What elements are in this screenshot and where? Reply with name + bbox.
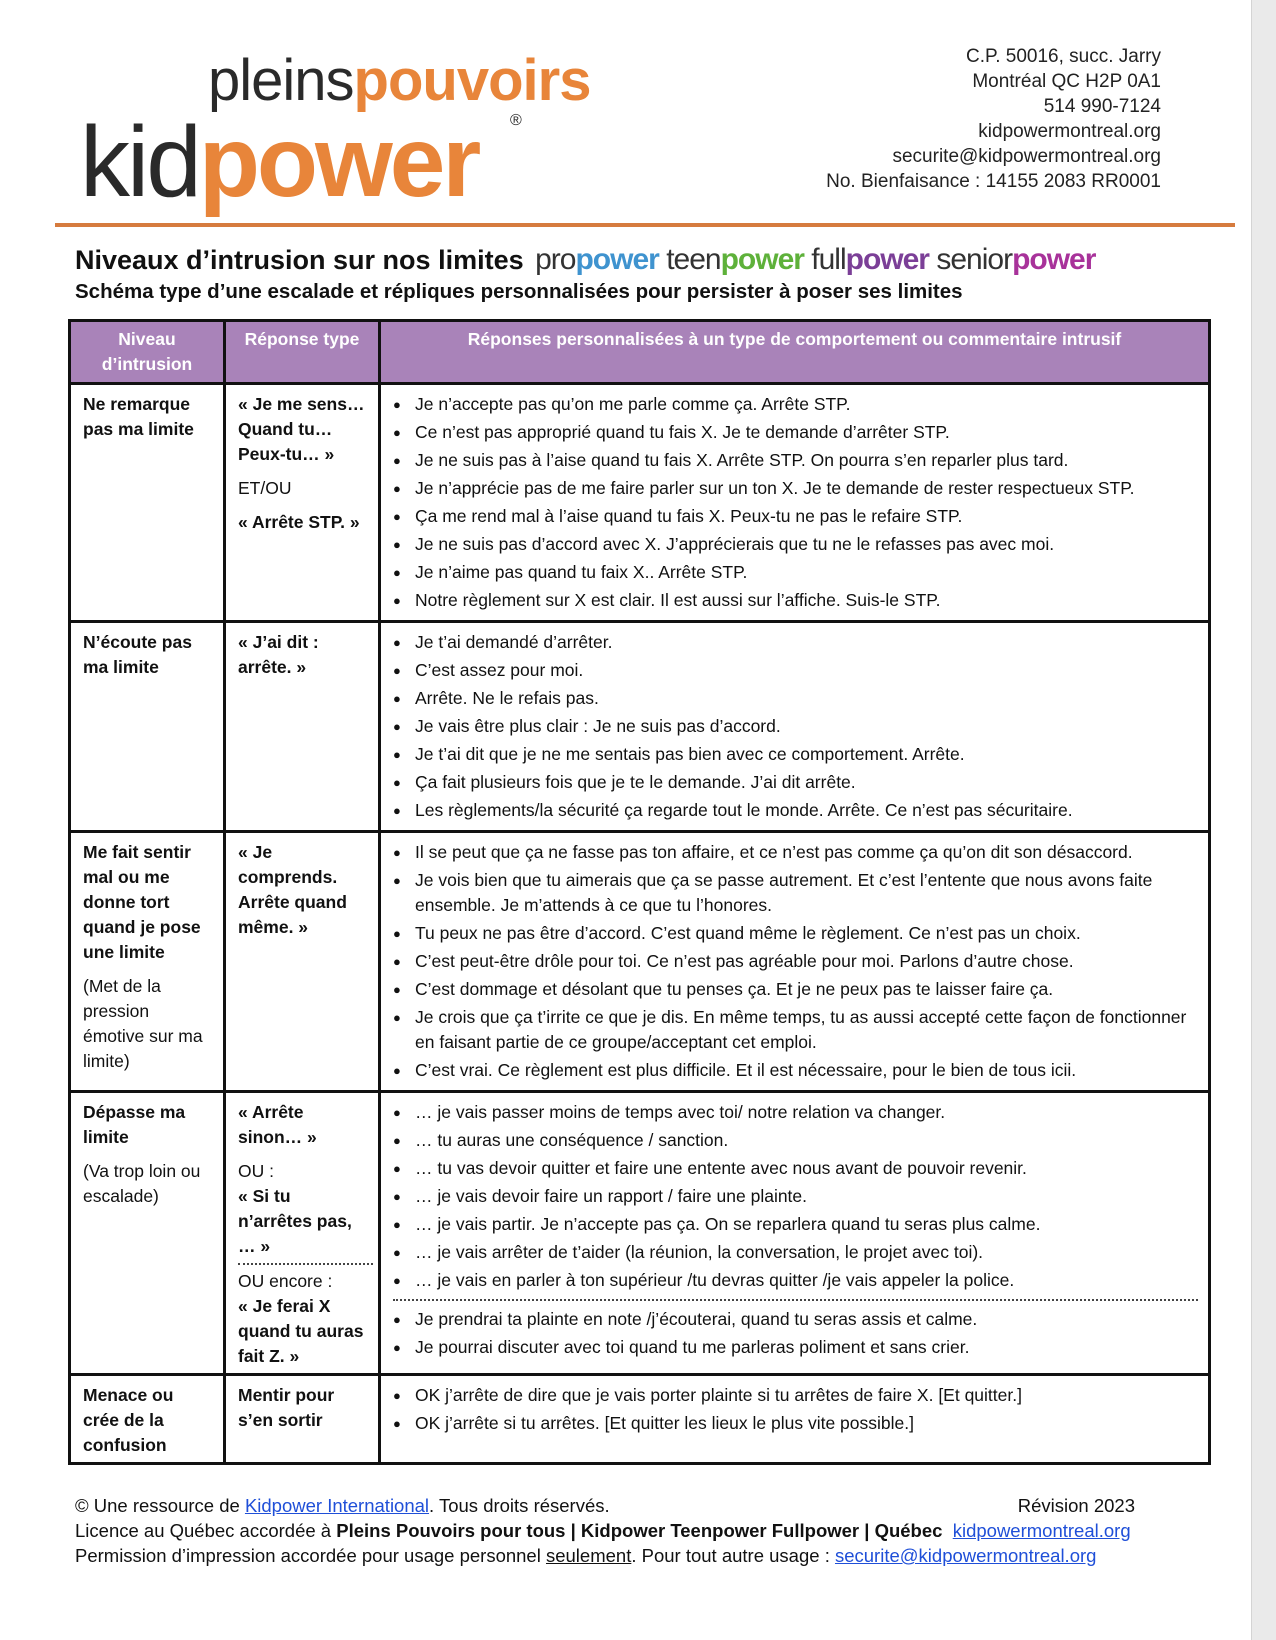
response-label: « Je me sens… Quand tu… Peux-tu… » xyxy=(238,394,365,464)
level-cell xyxy=(70,832,225,1092)
list-item: ● Je prendrai ta plainte en note /j’écouterai, quand tu seras assis et calme. xyxy=(393,1307,1198,1332)
footer-copyright xyxy=(75,1493,1135,1518)
response-label: « Je comprends. Arrête quand même. » xyxy=(238,842,347,937)
page-title xyxy=(75,243,1095,277)
level-cell xyxy=(70,384,225,622)
responses-cell xyxy=(380,832,1210,1092)
logo-kidpower xyxy=(80,106,479,218)
brand-teen: teen xyxy=(666,243,721,276)
list-item: ● Je vais être plus clair : Je ne suis pas d’accord. xyxy=(393,714,1198,739)
contact-phone: 514 990-7124 xyxy=(1043,96,1161,117)
level-label: Ne remarque pas ma limite xyxy=(83,394,194,439)
response-cell xyxy=(225,832,380,1092)
level-note: (Va trop loin ou escalade) xyxy=(83,1161,201,1206)
list-item: ● Je ne suis pas d’accord avec X. J’apprécierais que tu ne le refasses pas avec moi. xyxy=(393,532,1198,557)
list-item: ● OK j’arrête si tu arrêtes. [Et quitter les lieux le plus vite possible.] xyxy=(393,1411,1198,1436)
dotted-separator xyxy=(238,1263,373,1265)
response-connector: ET/OU xyxy=(238,478,292,498)
level-note: (Met de la pression émotive sur ma limite) xyxy=(83,976,203,1071)
table-row xyxy=(70,1375,1210,1464)
intrusion-levels-table xyxy=(68,319,1211,1465)
response-connector: OU encore : xyxy=(238,1271,333,1291)
list-item: ● … tu vas devoir quitter et faire une entente avec nous avant de pouvoir revenir. xyxy=(393,1156,1198,1181)
list-item: ● … je vais devoir faire un rapport / faire une plainte. xyxy=(393,1184,1198,1209)
list-item: ● … je vais partir. Je n’accepte pas ça. On se reparlera quand tu seras plus calme. xyxy=(393,1212,1198,1237)
list-item: ● C’est dommage et désolant que tu penses ça. Et je ne peux pas te laisser faire ça. xyxy=(393,977,1198,1002)
list-item: ● Je n’aime pas quand tu faix X.. Arrête STP. xyxy=(393,560,1198,585)
level-cell xyxy=(70,622,225,832)
logo-kid: kid xyxy=(80,106,199,218)
responses-cell xyxy=(380,384,1210,622)
table-row xyxy=(70,832,1210,1092)
list-item: ● … je vais en parler à ton supérieur /tu devras quitter /je vais appeler la police. xyxy=(393,1268,1198,1293)
footer-text: . Tous droits réservés. xyxy=(429,1495,610,1516)
list-item: ● Je n’apprécie pas de me faire parler sur un ton X. Je te demande de rester respectueux STP. xyxy=(393,476,1198,501)
footer-organization: Pleins Pouvoirs pour tous | Kidpower Teenpower Fullpower | Québec xyxy=(336,1520,943,1541)
footer-license xyxy=(75,1518,1135,1543)
list-item: ● Ça me rend mal à l’aise quand tu fais X. Peux-tu ne pas le refaire STP. xyxy=(393,504,1198,529)
response-label: « Si tu n’arrêtes pas, … » xyxy=(238,1186,352,1256)
list-item: ● Je pourrai discuter avec toi quand tu me parleras poliment et sans crier. xyxy=(393,1335,1198,1360)
contact-postal-box: C.P. 50016, succ. Jarry xyxy=(965,46,1161,67)
header-personalized-responses: Réponses personnalisées à un type de comportement ou commentaire intrusif xyxy=(380,321,1210,384)
brand-pro: pro xyxy=(535,243,576,276)
response-label: « J’ai dit : arrête. » xyxy=(238,632,319,677)
list-item: ● C’est assez pour moi. xyxy=(393,658,1198,683)
level-label: Menace ou crée de la confusion xyxy=(83,1385,174,1455)
brand-full: full xyxy=(811,243,846,276)
level-label: N’écoute pas ma limite xyxy=(83,632,192,677)
contact-charity-number: No. Bienfaisance : 14155 2083 RR0001 xyxy=(826,171,1161,192)
list-item: ● Je t’ai dit que je ne me sentais pas bien avec ce comportement. Arrête. xyxy=(393,742,1198,767)
logo-pleins-pouvoirs xyxy=(208,48,591,113)
footer-emphasis: seulement xyxy=(545,1545,632,1566)
header-divider xyxy=(55,223,1235,227)
response-label: Mentir pour s’en sortir xyxy=(238,1385,335,1430)
logo-pouvoirs: pouvoirs xyxy=(353,48,591,113)
contact-city: Montréal QC H2P 0A1 xyxy=(972,71,1161,92)
page-edge xyxy=(1251,0,1276,1640)
footer-text: Licence au Québec accordée à xyxy=(75,1520,337,1541)
dotted-separator xyxy=(393,1299,1198,1301)
security-email-link[interactable]: securite@kidpowermontreal.org xyxy=(834,1545,1097,1566)
contact-block xyxy=(826,44,1161,194)
response-cell xyxy=(225,622,380,832)
footer-text: . Pour tout autre usage : xyxy=(631,1545,835,1566)
list-item: ● Tu peux ne pas être d’accord. C’est quand même le règlement. Ce n’est pas un choix. xyxy=(393,921,1198,946)
logo-pleins: pleins xyxy=(208,48,354,113)
list-item: ● … je vais arrêter de t’aider (la réunion, la conversation, le projet avec toi). xyxy=(393,1240,1198,1265)
level-label: Dépasse ma limite xyxy=(83,1102,186,1147)
level-label: Me fait sentir mal ou me donne tort quand je pose une limite xyxy=(83,842,201,962)
list-item: ● Je ne suis pas à l’aise quand tu fais X. Arrête STP. On pourra s’en reparler plus tard. xyxy=(393,448,1198,473)
list-item: ● … tu auras une conséquence / sanction. xyxy=(393,1128,1198,1153)
page-title-text: Niveaux d’intrusion sur nos limites xyxy=(75,245,524,275)
kidpowermontreal-link[interactable]: kidpowermontreal.org xyxy=(952,1520,1131,1541)
responses-cell xyxy=(380,622,1210,832)
brand-full-power: power xyxy=(845,243,929,276)
footer-text: © Une ressource de xyxy=(75,1495,245,1516)
responses-cell xyxy=(380,1092,1210,1375)
table-row xyxy=(70,1092,1210,1375)
list-item: ● OK j’arrête de dire que je vais porter plainte si tu arrêtes de faire X. [Et quitter.] xyxy=(393,1383,1198,1408)
brand-senior: senior xyxy=(936,243,1013,276)
contact-email[interactable]: securite@kidpowermontreal.org xyxy=(892,146,1161,167)
response-label: « Arrête sinon… » xyxy=(238,1102,317,1147)
list-item: ● Ça fait plusieurs fois que je te le demande. J’ai dit arrête. xyxy=(393,770,1198,795)
brand-senior-power: power xyxy=(1012,243,1096,276)
list-item: ● Je vois bien que tu aimerais que ça se passe autrement. Et c’est l’entente que nous avons faite ensemble. Je m’attends à ce que tu l’honores. xyxy=(393,868,1198,918)
level-cell xyxy=(70,1375,225,1464)
table-row xyxy=(70,384,1210,622)
table-row xyxy=(70,622,1210,832)
logo-registered-mark: ® xyxy=(510,112,522,129)
list-item: ● Je n’accepte pas qu’on me parle comme ça. Arrête STP. xyxy=(393,392,1198,417)
brand-pro-power: power xyxy=(575,243,659,276)
list-item: ● … je vais passer moins de temps avec toi/ notre relation va changer. xyxy=(393,1100,1198,1125)
level-cell xyxy=(70,1092,225,1375)
header-level: Niveau d’intrusion xyxy=(70,321,225,384)
list-item: ● C’est vrai. Ce règlement est plus difficile. Et il est nécessaire, pour le bien de tous icii. xyxy=(393,1058,1198,1083)
response-cell xyxy=(225,1092,380,1375)
list-item: ● Notre règlement sur X est clair. Il est aussi sur l’affiche. Suis-le STP. xyxy=(393,588,1198,613)
footer-text: Permission d’impression accordée pour usage personnel xyxy=(75,1545,546,1566)
list-item: ● C’est peut-être drôle pour toi. Ce n’est pas agréable pour moi. Parlons d’autre chose. xyxy=(393,949,1198,974)
brand-teen-power: power xyxy=(720,243,804,276)
list-item: ● Arrête. Ne le refais pas. xyxy=(393,686,1198,711)
response-cell xyxy=(225,384,380,622)
program-brands xyxy=(535,243,1095,276)
list-item: ● Je crois que ça t’irrite ce que je dis. En même temps, tu as aussi accepté cette façon de fonctionner en faisant partie de ce groupe/acceptant cet emploi. xyxy=(393,1005,1198,1055)
list-item: ● Je t’ai demandé d’arrêter. xyxy=(393,630,1198,655)
response-connector: OU : xyxy=(238,1161,274,1181)
logo-power: power xyxy=(198,106,479,218)
list-item: ● Les règlements/la sécurité ça regarde tout le monde. Arrête. Ce n’est pas sécuritaire. xyxy=(393,798,1198,823)
header-typical-response: Réponse type xyxy=(225,321,380,384)
revision-label: Révision 2023 xyxy=(1017,1495,1135,1516)
kidpower-international-link[interactable]: Kidpower International xyxy=(244,1495,430,1516)
response-label: « Arrête STP. » xyxy=(238,512,360,532)
responses-cell xyxy=(380,1375,1210,1464)
contact-website[interactable]: kidpowermontreal.org xyxy=(978,121,1161,142)
kidpower-logo xyxy=(80,48,640,222)
response-label: « Je ferai X quand tu auras fait Z. » xyxy=(238,1296,364,1366)
table-header-row xyxy=(70,321,1210,384)
page-subtitle: Schéma type d’une escalade et répliques personnalisées pour persister à poser ses limites xyxy=(75,280,963,303)
response-cell xyxy=(225,1375,380,1464)
footer xyxy=(75,1493,1135,1568)
list-item: ● Il se peut que ça ne fasse pas ton affaire, et ce n’est pas comme ça qu’on dit son désaccord. xyxy=(393,840,1198,865)
list-item: ● Ce n’est pas approprié quand tu fais X. Je te demande d’arrêter STP. xyxy=(393,420,1198,445)
footer-permission xyxy=(75,1543,1135,1568)
